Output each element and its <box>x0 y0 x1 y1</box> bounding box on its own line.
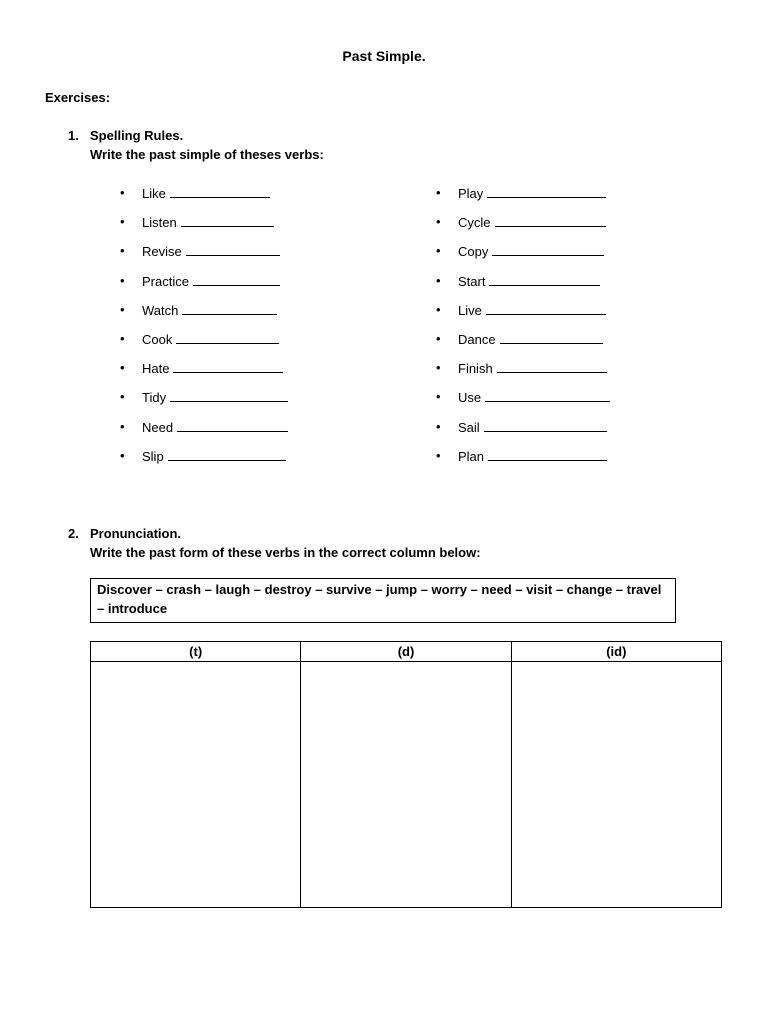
bullet-icon: • <box>436 185 441 200</box>
section-1-number: 1. <box>68 128 79 143</box>
verb-item <box>120 329 288 358</box>
verb-item <box>436 212 610 241</box>
verb-item <box>436 417 610 446</box>
answer-blank[interactable] <box>487 183 606 198</box>
answer-blank[interactable] <box>170 387 288 402</box>
page-title: Past Simple. <box>342 48 426 64</box>
answer-cell-id[interactable] <box>511 662 721 908</box>
answer-blank[interactable] <box>177 417 288 432</box>
bullet-icon: • <box>120 185 125 200</box>
verb-item <box>436 446 610 475</box>
answer-cell-d[interactable] <box>301 662 511 908</box>
verb-label: Copy <box>458 244 489 260</box>
column-header-t: (t) <box>91 642 301 662</box>
verb-label: Slip <box>142 448 164 464</box>
answer-blank[interactable] <box>484 417 607 432</box>
answer-blank[interactable] <box>181 212 274 227</box>
verb-item <box>120 446 288 475</box>
verb-label: Hate <box>142 361 170 377</box>
verb-item <box>436 358 610 387</box>
verb-label: Revise <box>142 244 182 260</box>
bullet-icon: • <box>436 360 441 376</box>
pronunciation-table <box>90 641 722 908</box>
verb-label: Cycle <box>458 215 491 231</box>
answer-blank[interactable] <box>170 183 270 198</box>
verb-label: Dance <box>458 331 496 347</box>
bullet-icon: • <box>436 243 441 259</box>
answer-blank[interactable] <box>168 446 286 461</box>
verb-label: Listen <box>142 215 177 231</box>
answer-blank[interactable] <box>193 271 280 286</box>
word-list-box: Discover – crash – laugh – destroy – survive – jump – worry – need – visit – change – travel – introduce <box>90 578 676 623</box>
verb-label: Start <box>458 273 486 289</box>
answer-blank[interactable] <box>182 300 277 315</box>
answer-blank[interactable] <box>489 271 600 286</box>
exercises-label: Exercises: <box>45 90 111 105</box>
verb-item <box>436 387 610 416</box>
bullet-icon: • <box>436 389 441 405</box>
section-1-instruction: Write the past simple of theses verbs: <box>90 147 324 162</box>
answer-blank[interactable] <box>500 329 603 344</box>
answer-blank[interactable] <box>495 212 606 227</box>
bullet-icon: • <box>436 301 441 317</box>
verb-label: Practice <box>142 273 189 289</box>
verb-label: Use <box>458 390 482 406</box>
bullet-icon: • <box>120 360 125 376</box>
verb-label: Play <box>458 186 484 201</box>
verb-label: Cook <box>142 331 173 347</box>
verb-item <box>120 183 288 212</box>
bullet-icon: • <box>436 418 441 434</box>
table-header-row <box>91 642 722 662</box>
bullet-icon: • <box>120 272 125 288</box>
section-2-heading: Pronunciation. <box>90 526 181 541</box>
bullet-icon: • <box>120 301 125 317</box>
verb-list-left <box>120 183 288 475</box>
verb-item <box>120 300 288 329</box>
table-row <box>91 662 722 908</box>
verb-item <box>120 212 288 241</box>
verb-label: Finish <box>458 361 493 377</box>
verb-item <box>436 271 610 300</box>
section-2-instruction: Write the past form of these verbs in the correct column below: <box>90 545 481 560</box>
verb-label: Plan <box>458 448 485 464</box>
verb-item <box>436 241 610 270</box>
column-header-d: (d) <box>301 642 511 662</box>
answer-blank[interactable] <box>173 358 283 373</box>
verb-label: Live <box>458 302 482 318</box>
answer-blank[interactable] <box>485 387 610 402</box>
bullet-icon: • <box>120 330 125 346</box>
verb-label: Watch <box>142 302 179 318</box>
answer-blank[interactable] <box>486 300 606 315</box>
bullet-icon: • <box>436 447 441 463</box>
answer-blank[interactable] <box>488 446 607 461</box>
verb-item <box>436 183 610 212</box>
verb-label: Sail <box>458 419 480 435</box>
verb-item <box>120 358 288 387</box>
bullet-icon: • <box>120 418 125 434</box>
verb-label: Need <box>142 419 174 435</box>
verb-list-right <box>436 183 610 475</box>
column-header-id: (id) <box>511 642 721 662</box>
bullet-icon: • <box>436 330 441 346</box>
verb-label: Tidy <box>142 390 167 406</box>
answer-cell-t[interactable] <box>91 662 301 908</box>
verb-item <box>120 387 288 416</box>
verb-item <box>436 300 610 329</box>
bullet-icon: • <box>436 272 441 288</box>
answer-blank[interactable] <box>497 358 607 373</box>
section-1-heading: Spelling Rules. <box>90 128 184 143</box>
bullet-icon: • <box>120 389 125 405</box>
bullet-icon: • <box>120 243 125 259</box>
verb-item <box>120 271 288 300</box>
verb-item <box>436 329 610 358</box>
verb-item <box>120 417 288 446</box>
bullet-icon: • <box>120 214 125 230</box>
answer-blank[interactable] <box>186 241 280 256</box>
answer-blank[interactable] <box>492 241 604 256</box>
verb-label: Like <box>142 186 166 201</box>
section-2-number: 2. <box>68 526 79 541</box>
bullet-icon: • <box>120 447 125 463</box>
bullet-icon: • <box>436 214 441 230</box>
answer-blank[interactable] <box>176 329 279 344</box>
verb-item <box>120 241 288 270</box>
